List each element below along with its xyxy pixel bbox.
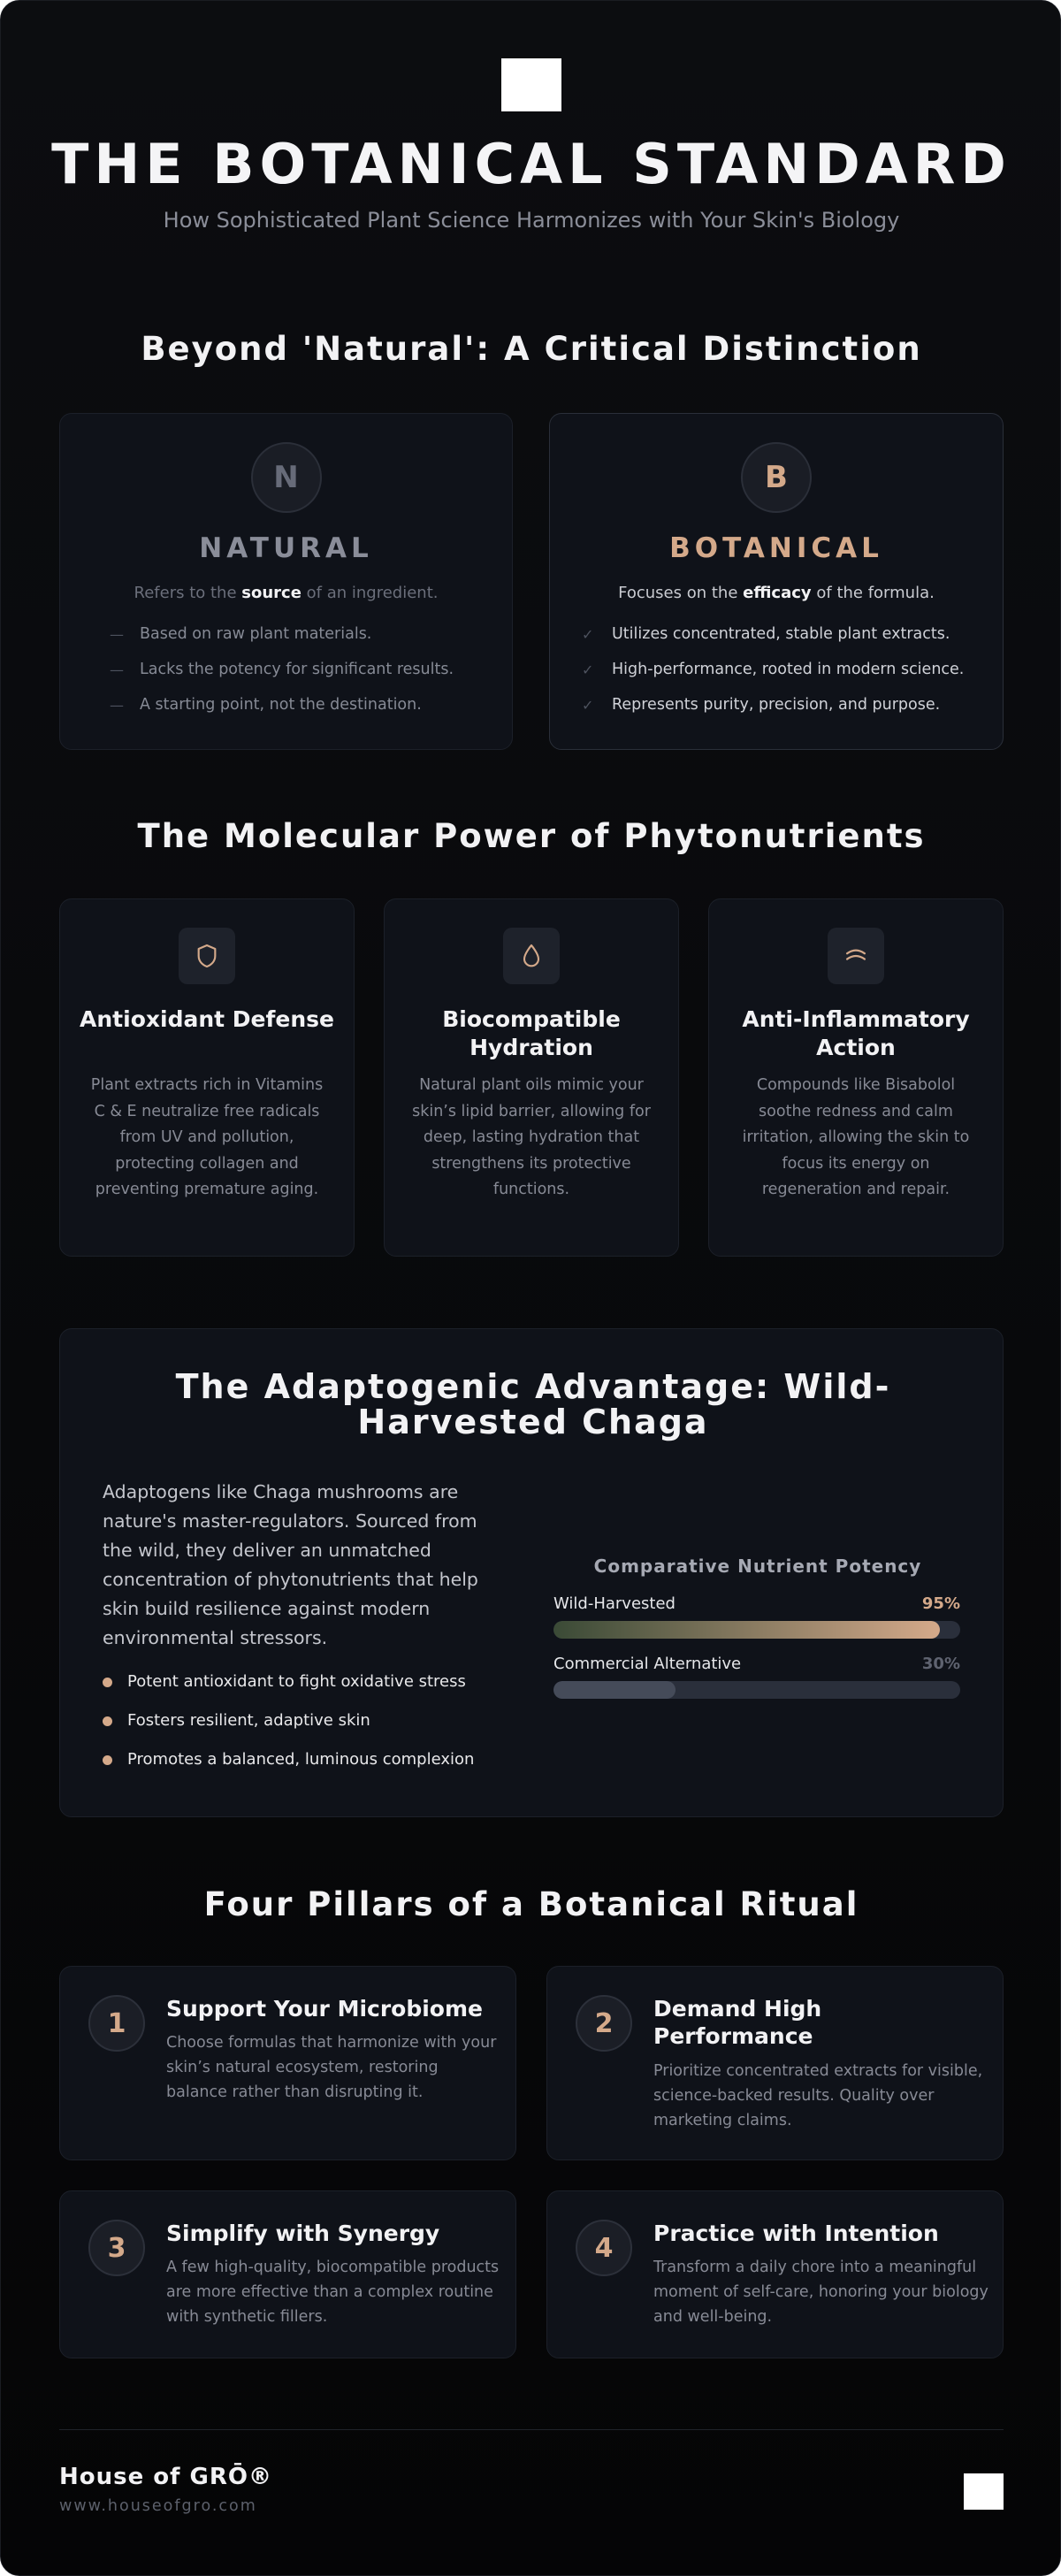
botanical-list [582,624,964,730]
dash-icon: — [110,661,124,678]
pillar-card [59,2190,516,2358]
adaptogen-body: Adaptogens like Chaga mushrooms are nature's master-regulators. Sourced from the wild, they deliver an unmatched concentration of phytonutrients that help skin build resilience against modern environmental stressors. [103,1481,478,1648]
pillar-card [546,2190,1004,2358]
phytonutrients-title: The Molecular Power of Phytonutrients [137,817,926,855]
card-body: Natural plant oils mimic your skin’s lipid barrier, allowing for deep, lasting hydration that strengthens its protective functions. [412,1076,651,1198]
list-item: ✓ High-performance, rooted in modern science. [582,661,965,678]
pillar-card [59,1966,516,2160]
botanical-description: Focuses on the efficacy of the formula. [618,584,935,602]
brand-url: www.houseofgro.com [59,2497,257,2515]
list-item: — Lacks the potency for significant results. [110,661,454,678]
bar-value: 95% [921,1594,960,1613]
bar-label: Wild-Harvested [553,1594,676,1613]
footer-divider [59,2429,1004,2430]
list-item: — Based on raw plant materials. [110,625,372,643]
bar-track [553,1621,960,1639]
card-title: Biocompatible Hydration [442,1006,621,1060]
pillar-body: Choose formulas that harmonize with your skin’s natural ecosystem, restoring balance rather than disrupting it. [166,2034,497,2101]
check-icon: ✓ [582,697,594,714]
pillar-number-badge: 2 [576,1995,632,2052]
natural-card [59,413,513,750]
distinction-title: Beyond 'Natural': A Critical Distinction [141,330,922,368]
pillar-number-badge: 3 [88,2220,145,2276]
adaptogen-title: The Adaptogenic Advantage: Wild-Harvested Chaga [175,1367,891,1441]
dash-icon: — [110,626,124,643]
adaptogen-panel [59,1328,1004,1817]
bar-label: Commercial Alternative [553,1655,742,1673]
footer-logo-placeholder [964,2473,1004,2510]
list-item: Fosters resilient, adaptive skin [103,1711,474,1750]
botanical-card [549,413,1004,750]
natural-description: Refers to the source of an ingredient. [134,584,439,602]
bullet-dot-icon [103,1716,112,1726]
pillar-body: A few high-quality, biocompatible products are more effective than a complex routine with synthetic fillers. [166,2259,500,2326]
potency-bar-row [553,1655,960,1701]
adaptogen-benefits [103,1672,474,1789]
page-title: THE BOTANICAL STANDARD [51,132,1011,196]
list-item: — A starting point, not the destination. [110,696,422,714]
phytonutrient-card [59,898,355,1257]
card-body: Plant extracts rich in Vitamins C & E neutralize free radicals from UV and pollution, protecting collagen and preventing premature aging. [90,1076,324,1198]
botanical-letter-badge: B [741,442,812,513]
bullet-dot-icon [103,1755,112,1765]
logo-placeholder [501,58,561,111]
bar-track [553,1681,960,1699]
phytonutrient-card [384,898,679,1257]
bar-value: 30% [921,1655,960,1673]
shield-icon [179,928,235,984]
list-item: Promotes a balanced, luminous complexion [103,1750,474,1789]
bar-fill [553,1681,676,1699]
pillar-body: Prioritize concentrated extracts for visible, science-backed results. Quality over marketing claims. [653,2062,983,2129]
card-body: Compounds like Bisabolol soothe redness and calm irritation, allowing the skin to focus its energy on regeneration and repair. [742,1076,970,1198]
pillar-card [546,1966,1004,2160]
list-item: ✓ Utilizes concentrated, stable plant extracts. [582,625,950,643]
check-icon: ✓ [582,661,594,678]
list-item: ✓ Represents purity, precision, and purpose. [582,696,941,714]
pillar-title: Support Your Microbiome [166,1996,483,2022]
pillar-number-badge: 4 [576,2220,632,2276]
brand-name: House of GRŌ® [59,2464,272,2490]
check-icon: ✓ [582,626,594,643]
pillar-title: Practice with Intention [653,2221,939,2246]
natural-heading: NATURAL [199,532,373,564]
pillars-title: Four Pillars of a Botanical Ritual [203,1885,859,1923]
pillar-body: Transform a daily chore into a meaningful moment of self-care, honoring your biology and well-being. [653,2259,988,2326]
bar-fill [553,1621,940,1639]
card-title: Anti-Inflammatory Action [742,1006,970,1060]
droplet-icon [503,928,560,984]
dash-icon: — [110,697,124,714]
natural-list [110,624,454,730]
pillar-title: Demand High Performance [653,1996,822,2049]
bullet-dot-icon [103,1678,112,1687]
list-item: Potent antioxidant to fight oxidative stress [103,1672,474,1711]
potency-chart-title: Comparative Nutrient Potency [593,1556,922,1577]
phytonutrient-card [708,898,1004,1257]
natural-letter-badge: N [251,442,322,513]
card-title: Antioxidant Defense [80,1006,334,1032]
botanical-heading: BOTANICAL [669,532,883,564]
wind-icon [828,928,884,984]
pillar-number-badge: 1 [88,1995,145,2052]
potency-bar-row [553,1594,960,1640]
page-subtitle: How Sophisticated Plant Science Harmonizes with Your Skin's Biology [163,208,900,233]
pillar-title: Simplify with Synergy [166,2221,440,2246]
